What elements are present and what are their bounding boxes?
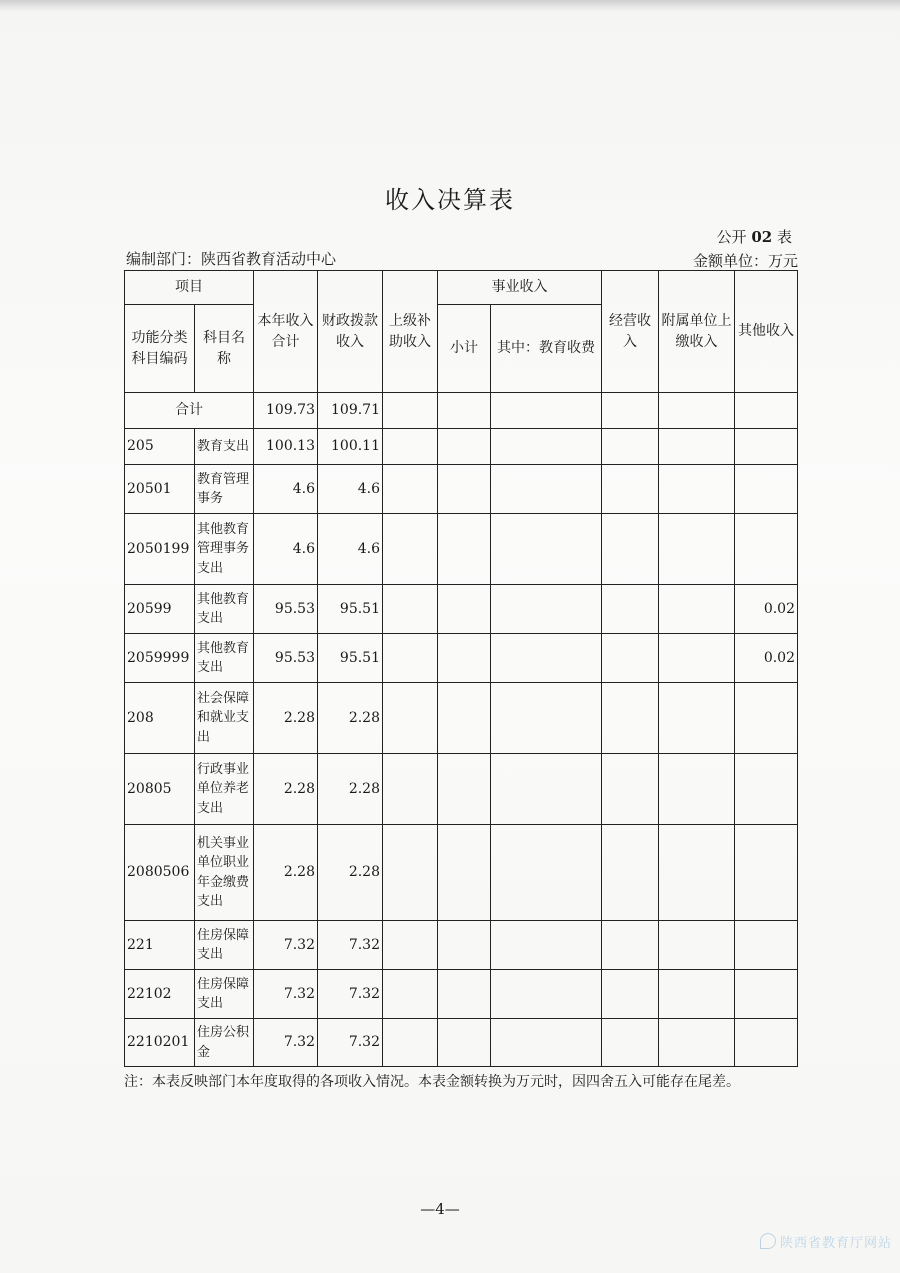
- page-number: —4—: [420, 1200, 460, 1218]
- row-name: 其他教育管理事务支出: [195, 514, 254, 585]
- row-name: 机关事业单位职业年金缴费支出: [195, 825, 254, 921]
- table-row: [125, 921, 798, 970]
- table-row: [125, 634, 798, 683]
- header-upper: 上级补助收入: [383, 271, 438, 393]
- row-fiscal: 4.6: [318, 514, 383, 585]
- header-business: 事业收入: [438, 271, 602, 305]
- watermark-logo-icon: [760, 1233, 776, 1249]
- row-fiscal: 95.51: [318, 634, 383, 683]
- header-edu-fee: 其中：教育收费: [491, 305, 602, 393]
- row-other: [735, 683, 798, 754]
- row-other: [735, 970, 798, 1019]
- unit-label: 金额单位：万元: [692, 252, 798, 270]
- row-code: 205: [125, 429, 195, 465]
- row-code: 2059999: [125, 634, 195, 683]
- row-fiscal: 7.32: [318, 1019, 383, 1067]
- table-row: [125, 754, 798, 825]
- row-fiscal: 95.51: [318, 585, 383, 634]
- row-other: [735, 754, 798, 825]
- row-total: 7.32: [254, 1019, 318, 1067]
- form-number-value: 02: [751, 228, 773, 246]
- page-title: 收入决算表: [385, 186, 515, 214]
- row-other: [735, 429, 798, 465]
- row-code: 2080506: [125, 825, 195, 921]
- header-fiscal: 财政拨款收入: [318, 271, 383, 393]
- row-name: 社会保障和就业支出: [195, 683, 254, 754]
- row-fiscal: 2.28: [318, 683, 383, 754]
- row-name: 住房公积金: [195, 1019, 254, 1067]
- form-number-suffix: 表: [776, 228, 792, 246]
- table-row: [125, 465, 798, 514]
- row-code: 22102: [125, 970, 195, 1019]
- header-row-1: [125, 271, 798, 305]
- site-watermark: [760, 1232, 892, 1251]
- table-row: [125, 514, 798, 585]
- row-total: 4.6: [254, 514, 318, 585]
- sum-label: 合计: [125, 393, 254, 429]
- row-fiscal: 7.32: [318, 970, 383, 1019]
- row-name: 教育管理事务: [195, 465, 254, 514]
- row-total: 7.32: [254, 970, 318, 1019]
- row-code: 2050199: [125, 514, 195, 585]
- footnote: 注：本表反映部门本年度取得的各项收入情况。本表金额转换为万元时，因四舍五入可能存在尾差。: [124, 1074, 740, 1090]
- income-table: [124, 270, 798, 1067]
- table-row: [125, 970, 798, 1019]
- header-other: 其他收入: [735, 271, 798, 393]
- row-total: 95.53: [254, 634, 318, 683]
- department-label: 编制部门：陕西省教育活动中心: [126, 250, 337, 268]
- row-code: 20805: [125, 754, 195, 825]
- table-row: [125, 585, 798, 634]
- row-total: 2.28: [254, 825, 318, 921]
- row-other: 0.02: [735, 634, 798, 683]
- row-total: 100.13: [254, 429, 318, 465]
- row-fiscal: 4.6: [318, 465, 383, 514]
- watermark-text: 陕西省教育厅网站: [779, 1236, 892, 1251]
- row-code: 208: [125, 683, 195, 754]
- row-fiscal: 2.28: [318, 754, 383, 825]
- header-item: 项目: [125, 271, 254, 305]
- header-name: 科目名称: [195, 305, 254, 393]
- row-total: 4.6: [254, 465, 318, 514]
- row-code: 221: [125, 921, 195, 970]
- sum-total: 109.73: [254, 393, 318, 429]
- form-number-prefix: 公开: [716, 228, 747, 246]
- row-name: 其他教育支出: [195, 634, 254, 683]
- row-name: 行政事业单位养老支出: [195, 754, 254, 825]
- scan-edge: [0, 0, 900, 12]
- row-name: 住房保障支出: [195, 921, 254, 970]
- row-total: 95.53: [254, 585, 318, 634]
- table-row: [125, 1019, 798, 1067]
- header-operating: 经营收入: [602, 271, 659, 393]
- header-code: 功能分类科目编码: [125, 305, 195, 393]
- header-subtotal: 小计: [438, 305, 491, 393]
- row-code: 20501: [125, 465, 195, 514]
- row-other: [735, 825, 798, 921]
- row-name: 教育支出: [195, 429, 254, 465]
- row-other: [735, 465, 798, 514]
- row-other: [735, 1019, 798, 1067]
- header-total: 本年收入合计: [254, 271, 318, 393]
- row-total: 2.28: [254, 754, 318, 825]
- sum-fiscal: 109.71: [318, 393, 383, 429]
- sum-row: [125, 393, 798, 429]
- row-name: 其他教育支出: [195, 585, 254, 634]
- table-row: [125, 683, 798, 754]
- row-code: 20599: [125, 585, 195, 634]
- table-row: [125, 429, 798, 465]
- table-row: [125, 825, 798, 921]
- row-fiscal: 100.11: [318, 429, 383, 465]
- row-code: 2210201: [125, 1019, 195, 1067]
- row-other: 0.02: [735, 585, 798, 634]
- form-number: [717, 226, 792, 247]
- row-total: 2.28: [254, 683, 318, 754]
- header-affiliated: 附属单位上缴收入: [659, 271, 735, 393]
- row-other: [735, 514, 798, 585]
- row-name: 住房保障支出: [195, 970, 254, 1019]
- row-fiscal: 2.28: [318, 825, 383, 921]
- row-total: 7.32: [254, 921, 318, 970]
- row-fiscal: 7.32: [318, 921, 383, 970]
- row-other: [735, 921, 798, 970]
